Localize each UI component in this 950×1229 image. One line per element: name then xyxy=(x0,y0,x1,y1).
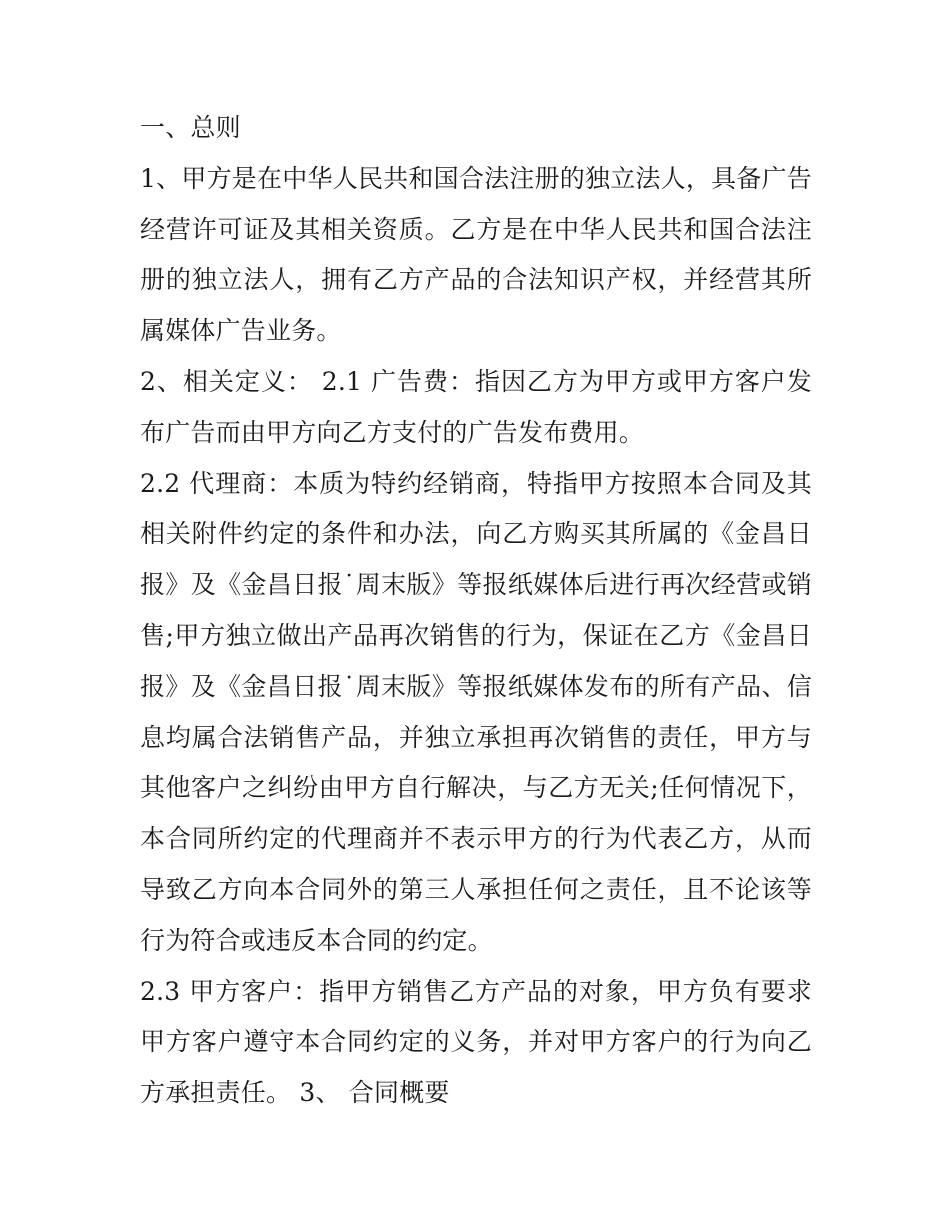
clause-1-parties: 1、甲方是在中华人民共和国合法注册的独立法人，具备广告经营许可证及其相关资质。乙方是在中华人民共和国合法注册的独立法人，拥有乙方产品的合法知识产权，并经营其所属媒体广告业务。 xyxy=(140,163,812,346)
clause-2-definitions: 2、相关定义： 2.1 广告费：指因乙方为甲方或甲方客户发布广告而由甲方向乙方支付的广告发布费用。 xyxy=(140,366,812,447)
clause-2-3-client: 2.3 甲方客户：指甲方销售乙方产品的对象，甲方负有要求甲方客户遵守本合同约定的义务，并对甲方客户的行为向乙方承担责任。 3、 合同概要 xyxy=(140,976,812,1108)
section-heading-general: 一、总则 xyxy=(140,113,241,142)
clause-2-2-agent: 2.2 代理商：本质为特约经销商，特指甲方按照本合同及其相关附件约定的条件和办法，向乙方购买其所属的《金昌日报》及《金昌日报˙周末版》等报纸媒体后进行再次经营或销售;甲方独立做出产品再次销售的行为，保证在乙方《金昌日报》及《金昌日报˙周末版》等报纸媒体发布的所有产品、信息均属合法销售产品，并独立承担再次销售的责任，甲方与其他客户之纠纷由甲方自行解决，与乙方无关;任何情况下，本合同所约定的代理商并不表示甲方的行为代表乙方，从而导致乙方向本合同外的第三人承担任何之责任，且不论该等行为符合或违反本合同的约定。 xyxy=(140,468,812,955)
document-body xyxy=(140,103,812,1119)
